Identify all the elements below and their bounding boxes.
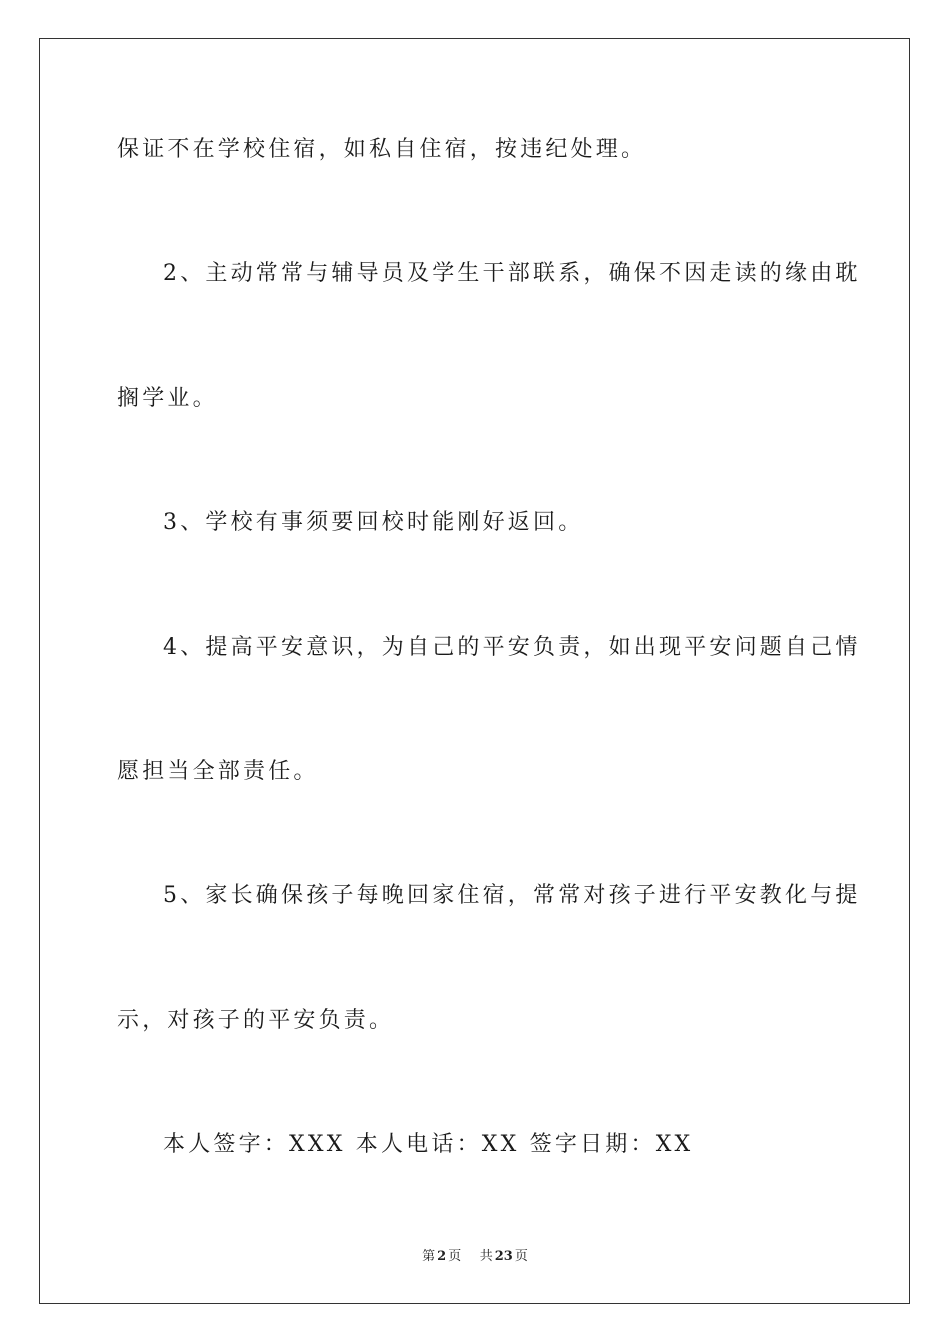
body-line-7: 5、家长确保孩子每晚回家住宿，常常对孩子进行平安教化与提 (163, 883, 861, 908)
page-frame (39, 38, 910, 1304)
footer-page-suffix: 页 (448, 1249, 462, 1264)
footer-page-total: 23 (494, 1249, 513, 1264)
body-line-4: 3、学校有事须要回校时能刚好返回。 (163, 510, 584, 535)
body-line-2: 2、主动常常与辅导员及学生干部联系，确保不因走读的缘由耽 (163, 261, 861, 286)
signature-line: 本人签字：XXX 本人电话：XX 签字日期：XX (163, 1132, 694, 1157)
footer-total-prefix: 共 (479, 1249, 493, 1264)
body-line-1: 保证不在学校住宿，如私自住宿，按违纪处理。 (117, 137, 647, 162)
footer-page-current: 2 (437, 1249, 447, 1264)
body-line-3: 搁学业。 (117, 386, 218, 411)
footer-page-prefix: 第 (422, 1249, 436, 1264)
body-line-8: 示，对孩子的平安负责。 (117, 1008, 395, 1033)
footer-total-suffix: 页 (514, 1249, 528, 1264)
body-line-5: 4、提高平安意识，为自己的平安负责，如出现平安问题自己情 (163, 635, 861, 660)
page-footer (0, 1245, 950, 1264)
body-line-6: 愿担当全部责任。 (117, 759, 319, 784)
